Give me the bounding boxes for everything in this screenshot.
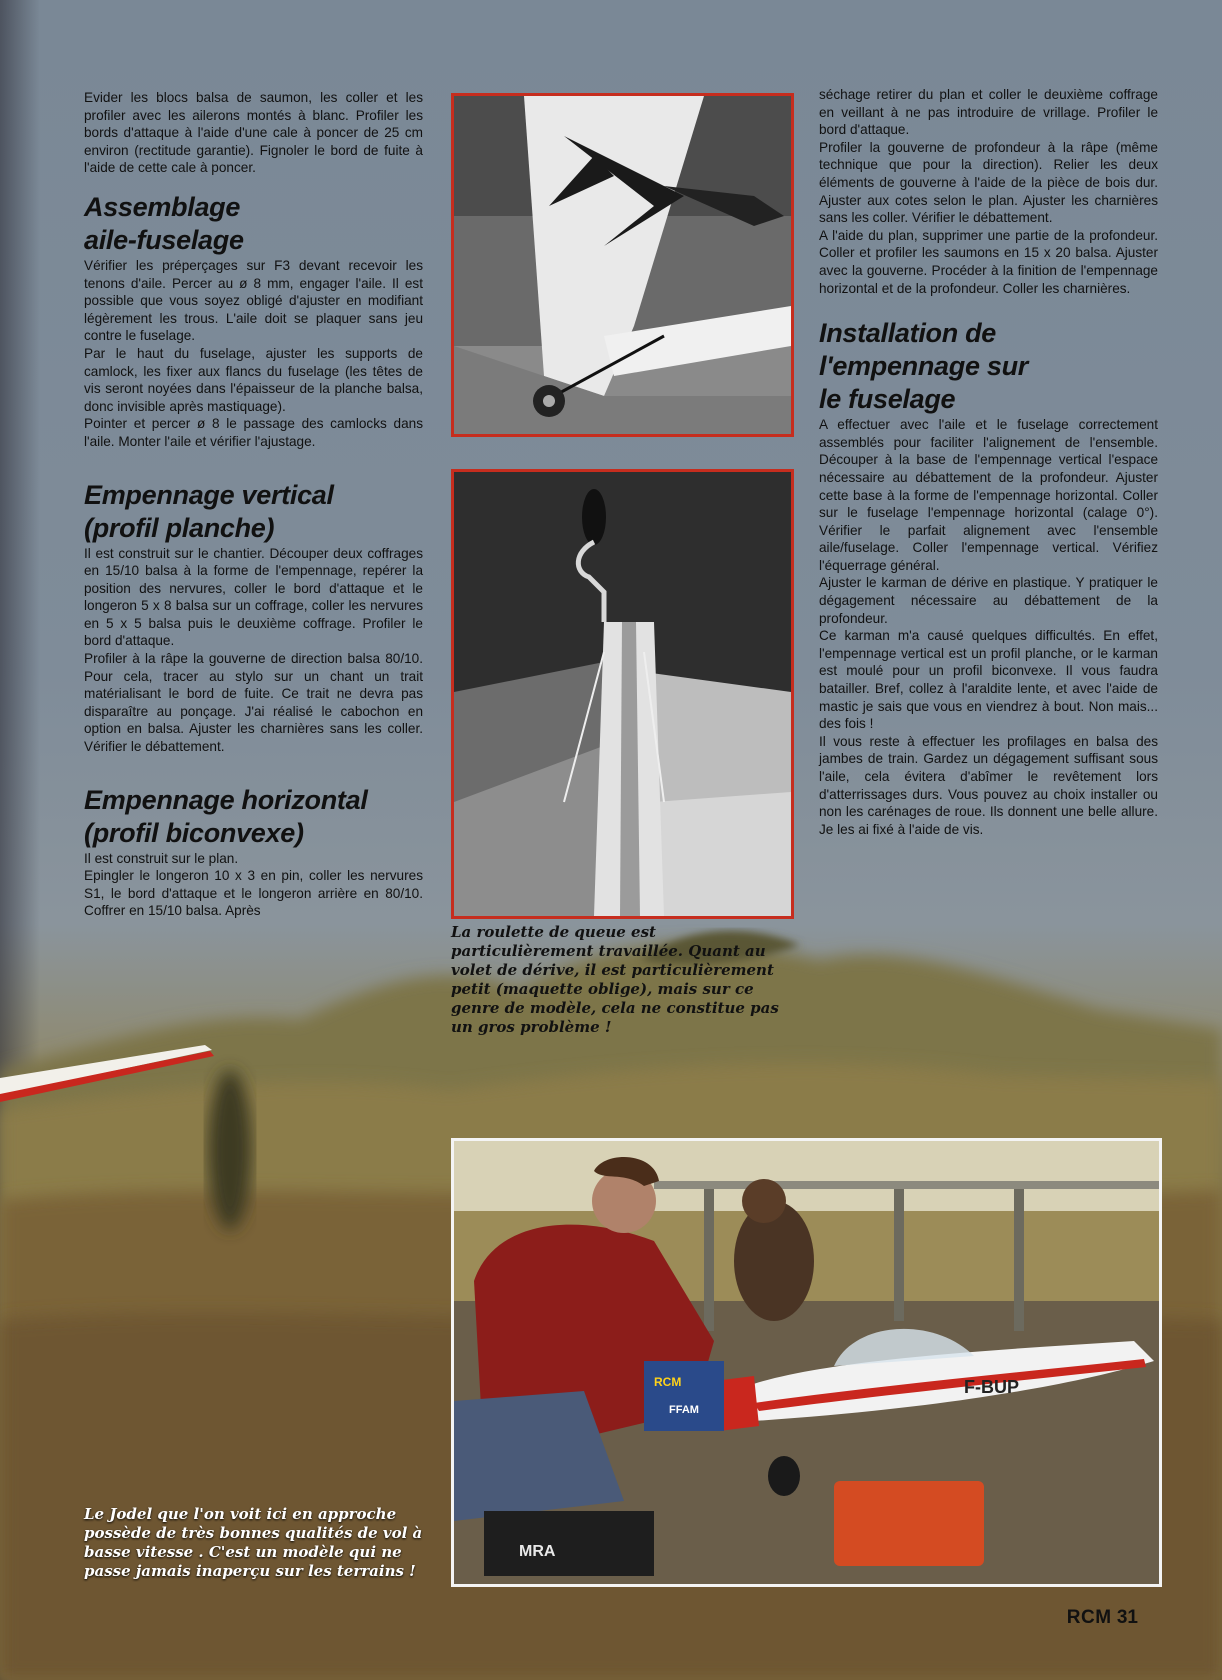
paragraph: Epingler le longeron 10 x 3 en pin, coller les nervures S1, le bord d'attaque et le longeron arrière en 80/10. Coffrer en 15/10 balsa. Après xyxy=(84,868,423,919)
transmitter-case xyxy=(484,1511,654,1576)
heading-line: Empennage horizontal xyxy=(84,784,368,815)
tail-wheel-illustration xyxy=(454,472,791,916)
heading-line: le fuselage xyxy=(819,384,956,415)
sticker-ffam: FFAM xyxy=(669,1404,699,1416)
paragraph: A effectuer avec l'aile et le fuselage correctement assemblés pour faciliter l'alignement de l'ensemble. Découper à la base de l'empennage vertical l'espace nécessaire au débattement de la profondeur. Ajuster cette base à la forme de l'empennage horizontal. Coller sur le fuselage l'empennage horizontal (calage 0°). Vérifier le parfait alignement avec l'ensemble aile/fuselage. Coller l'empennage vertical. Vérifiez l'équerrage général. xyxy=(819,417,1158,573)
heading-line: (profil biconvexe) xyxy=(84,817,304,848)
paragraph: Il est construit sur le chantier. Découper deux coffrages en 15/10 balsa à la forme de l'empennage, repérer la position des nervures, coller le bord d'attaque et le longeron 5 x 8 balsa sur un coffrage, coller les nervures en 5 x 5 balsa puis le deuxième coffrage. Profiler le bord d'attaque. xyxy=(84,545,423,649)
tree-silhouette xyxy=(208,1070,252,1230)
tail-fin-illustration xyxy=(454,96,791,434)
paragraph: Vérifier les préperçages sur F3 devant recevoir les tenons d'aile. Percer au ø 8 mm, engager l'aile. Il est possible que vous soyez obligé d'ajuster en modifiant légèrement les trous. L'aile doit se plaquer sans jeu contre le fuselage. xyxy=(84,257,423,344)
photo-tail-wheel xyxy=(451,469,794,919)
orange-toolbox xyxy=(834,1481,984,1566)
section-heading-empennage-horizontal xyxy=(84,784,423,850)
article-column-3 xyxy=(819,86,1158,838)
jodel-field-illustration xyxy=(454,1141,1159,1584)
transmitter-label: MRA xyxy=(519,1543,556,1560)
photo-tail-fin xyxy=(451,93,794,437)
paragraph: Ajuster le karman de dérive en plastique. Y pratiquer le dégagement nécessaire au débattement de la profondeur. xyxy=(819,575,1158,626)
photo-jodel-field xyxy=(451,1138,1162,1587)
page-folio xyxy=(1067,1607,1138,1629)
paragraph: Ce karman m'a causé quelques difficultés. En effet, l'empennage vertical est un profil planche, or le karman est moulé pour un profil biconvexe. Il vous faudra batailler. Bref, collez à l'araldite lente, et avec l'aide de mastic je sais que vous en viendrez à bout. Non mais... des fois ! xyxy=(819,628,1158,732)
heading-line: Empennage vertical xyxy=(84,479,334,510)
article-column-1 xyxy=(84,89,423,920)
paragraph: séchage retirer du plan et coller le deuxième coffrage en veillant à ne pas introduire de vrillage. Profiler le bord d'attaque. xyxy=(819,87,1158,138)
paragraph: Pointer et percer ø 8 le passage des camlocks dans l'aile. Monter l'aile et vérifier l'ajustage. xyxy=(84,416,423,449)
paragraph: A l'aide du plan, supprimer une partie de la profondeur. Coller et profiler les saumons en 15 x 20 balsa. Ajuster avec la gouverne. Procéder à la finition de l'empennage horizontal et de la profondeur. Coller les charnières. xyxy=(819,227,1158,296)
page-number: 31 xyxy=(1116,1607,1138,1628)
heading-line: aile-fuselage xyxy=(84,224,244,255)
heading-line: (profil planche) xyxy=(84,512,275,543)
paragraph: Profiler à la râpe la gouverne de direction balsa 80/10. Pour cela, tracer au stylo sur un chant un trait matérialisant le bord de fuite. Ce trait ne devra pas disparaître au ponçage. J'ai réalisé le cabochon en option en balsa. Ajuster les charnières sans les coller. Vérifier le débattement. xyxy=(84,651,423,755)
sticker-case xyxy=(644,1361,724,1431)
heading-line: Assemblage xyxy=(84,191,241,222)
caption-jodel: Le Jodel que l'on voit ici en approche possède de très bonnes qualités de vol à basse vitesse . C'est un modèle qui ne passe jamais inaperçu sur les terrains ! xyxy=(84,1505,423,1580)
sticker-rcm: RCM xyxy=(654,1375,682,1389)
heading-line: Installation de xyxy=(819,318,997,349)
intro-paragraph: Evider les blocs balsa de saumon, les coller et les profiler avec les ailerons montés à blanc. Profiler les bords d'attaque à l'aide d'une cale à poncer de 25 cm environ (rectitude garantie). Fignoler le bord de fuite à l'aide de cette cale à poncer. xyxy=(84,90,423,176)
section-heading-assemblage xyxy=(84,191,423,257)
paragraph: Par le haut du fuselage, ajuster les supports de camlock, les fixer aux flancs du fuselage (les têtes de vis seront noyées dans l'épaisseur de la planche balsa, donc invisible après mastiquage). xyxy=(84,345,423,414)
caption-tail-wheel: La roulette de queue est particulièrement travaillée. Quant au volet de dérive, il est particulièrement petit (maquette oblige), mais sur ce genre de modèle, cela ne constitue pas un gros problème ! xyxy=(451,923,779,1036)
magazine-brand: RCM xyxy=(1066,1607,1112,1628)
heading-line: l'empennage sur xyxy=(819,351,1028,382)
aircraft-registration: F-BUP xyxy=(964,1377,1019,1397)
section-heading-empennage-vertical xyxy=(84,479,423,545)
section-heading-installation xyxy=(819,317,1158,416)
paragraph: Profiler la gouverne de profondeur à la râpe (même technique que pour la direction). Relier les deux éléments de gouverne à l'aide de la pièce de bois dur. Ajuster aux cotes selon le plan. Ajuster les charnières sans les coller. Vérifier le débattement. xyxy=(819,139,1158,226)
paragraph: Il est construit sur le plan. xyxy=(84,850,239,866)
paragraph: Il vous reste à effectuer les profilages en balsa des jambes de train. Gardez un dégagement suffisant sous l'aile, cela évitera d'abîmer le revêtement lors d'atterrissages durs. Vous pouvez au choix installer ou non les carénages de roue. Ils donnent une belle allure. Je les ai fixé à l'aide de vis. xyxy=(819,733,1158,837)
